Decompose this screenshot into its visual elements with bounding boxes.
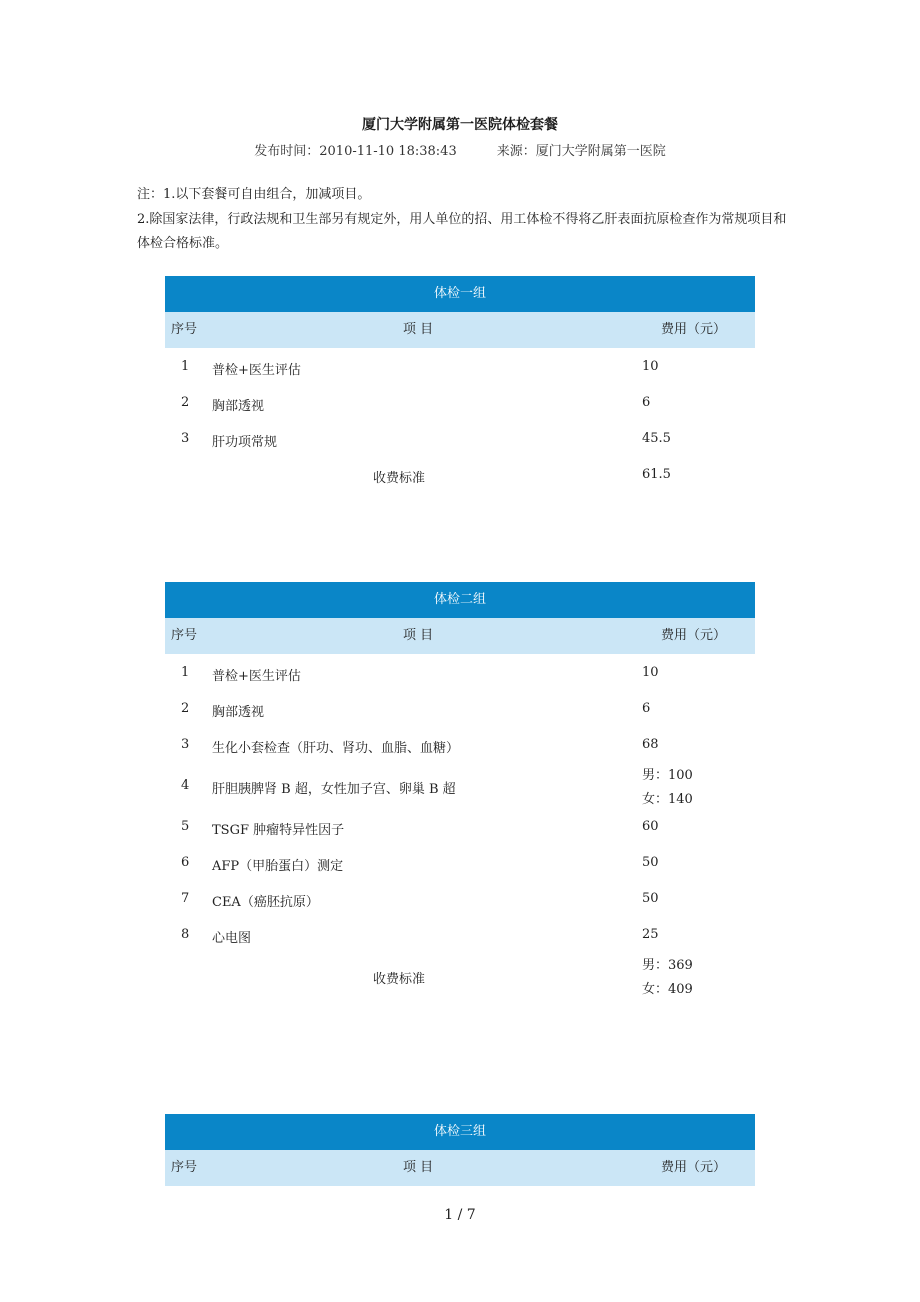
publish-time: 发布时间：2010-11-10 18:38:43 bbox=[254, 144, 457, 159]
col-fee: 费用（元） bbox=[661, 1160, 727, 1175]
row-item: 普检+医生评估 bbox=[212, 363, 301, 378]
group-header: 体检二组 bbox=[165, 582, 755, 618]
total-label: 收费标准 bbox=[373, 471, 426, 486]
row-item: 肝胆胰脾肾 B 超，女性加子宫、卵巢 B 超 bbox=[212, 782, 456, 797]
row-fee: 50 bbox=[642, 891, 659, 906]
total-fee bbox=[642, 954, 693, 1002]
row-no: 3 bbox=[181, 431, 190, 446]
publish-meta bbox=[0, 140, 920, 159]
row-no: 4 bbox=[181, 778, 190, 793]
table-row bbox=[165, 916, 755, 952]
column-header-row bbox=[165, 312, 755, 348]
table-row bbox=[165, 384, 755, 420]
table-row bbox=[165, 348, 755, 384]
row-fee: 6 bbox=[642, 701, 651, 716]
fee-male: 男：100 bbox=[642, 768, 693, 783]
row-fee: 50 bbox=[642, 855, 659, 870]
row-fee: 25 bbox=[642, 927, 659, 942]
package-group-2 bbox=[165, 582, 755, 1002]
row-item: 普检+医生评估 bbox=[212, 669, 301, 684]
total-female: 女：409 bbox=[642, 982, 693, 997]
column-header-row bbox=[165, 1150, 755, 1186]
table-row bbox=[165, 808, 755, 844]
row-item: 肝功项常规 bbox=[212, 435, 278, 450]
table-row bbox=[165, 420, 755, 456]
total-label: 收费标准 bbox=[373, 972, 426, 987]
table-row bbox=[165, 880, 755, 916]
note-1: 注：1.以下套餐可自由组合，加减项目。 bbox=[137, 187, 371, 202]
total-fee: 61.5 bbox=[642, 467, 671, 482]
row-fee: 68 bbox=[642, 737, 659, 752]
col-no: 序号 bbox=[171, 1160, 198, 1175]
table-row bbox=[165, 654, 755, 690]
group-header: 体检一组 bbox=[165, 276, 755, 312]
note-2: 2.除国家法律，行政法规和卫生部另有规定外，用人单位的招、用工体检不得将乙肝表面抗原检查作为常规项目和体检合格标准。 bbox=[137, 212, 787, 251]
column-header-row bbox=[165, 618, 755, 654]
row-item: AFP（甲胎蛋白）测定 bbox=[212, 859, 344, 874]
row-fee: 10 bbox=[642, 665, 659, 680]
col-item: 项 目 bbox=[403, 322, 434, 337]
col-no: 序号 bbox=[171, 628, 198, 643]
row-fee: 45.5 bbox=[642, 431, 671, 446]
row-item: 胸部透视 bbox=[212, 705, 265, 720]
fee-female: 女：140 bbox=[642, 792, 693, 807]
row-no: 6 bbox=[181, 855, 190, 870]
total-male: 男：369 bbox=[642, 958, 693, 973]
table-row bbox=[165, 690, 755, 726]
row-item: 生化小套检查（肝功、肾功、血脂、血糖） bbox=[212, 741, 460, 756]
row-no: 5 bbox=[181, 819, 190, 834]
total-row bbox=[165, 952, 755, 1002]
table-row bbox=[165, 762, 755, 808]
package-group-3 bbox=[165, 1114, 755, 1186]
row-fee bbox=[642, 764, 693, 812]
col-fee: 费用（元） bbox=[661, 628, 727, 643]
row-no: 7 bbox=[181, 891, 190, 906]
row-item: CEA（癌胚抗原） bbox=[212, 895, 319, 910]
row-fee: 10 bbox=[642, 359, 659, 374]
row-no: 2 bbox=[181, 395, 190, 410]
publish-source: 来源：厦门大学附属第一医院 bbox=[496, 144, 666, 159]
row-fee: 6 bbox=[642, 395, 651, 410]
package-group-1 bbox=[165, 276, 755, 492]
row-fee: 60 bbox=[642, 819, 659, 834]
table-row bbox=[165, 844, 755, 880]
col-no: 序号 bbox=[171, 322, 198, 337]
row-no: 2 bbox=[181, 701, 190, 716]
total-row bbox=[165, 456, 755, 492]
document-title: 厦门大学附属第一医院体检套餐 bbox=[362, 117, 558, 133]
row-item: TSGF 肿瘤特异性因子 bbox=[212, 823, 345, 838]
row-no: 3 bbox=[181, 737, 190, 752]
row-item: 胸部透视 bbox=[212, 399, 265, 414]
row-no: 1 bbox=[181, 665, 190, 680]
page-number: 1 / 7 bbox=[444, 1207, 476, 1223]
col-item: 项 目 bbox=[403, 628, 434, 643]
row-item: 心电图 bbox=[212, 931, 252, 946]
col-item: 项 目 bbox=[403, 1160, 434, 1175]
group-header: 体检三组 bbox=[165, 1114, 755, 1150]
row-no: 8 bbox=[181, 927, 190, 942]
col-fee: 费用（元） bbox=[661, 322, 727, 337]
table-row bbox=[165, 726, 755, 762]
row-no: 1 bbox=[181, 359, 190, 374]
